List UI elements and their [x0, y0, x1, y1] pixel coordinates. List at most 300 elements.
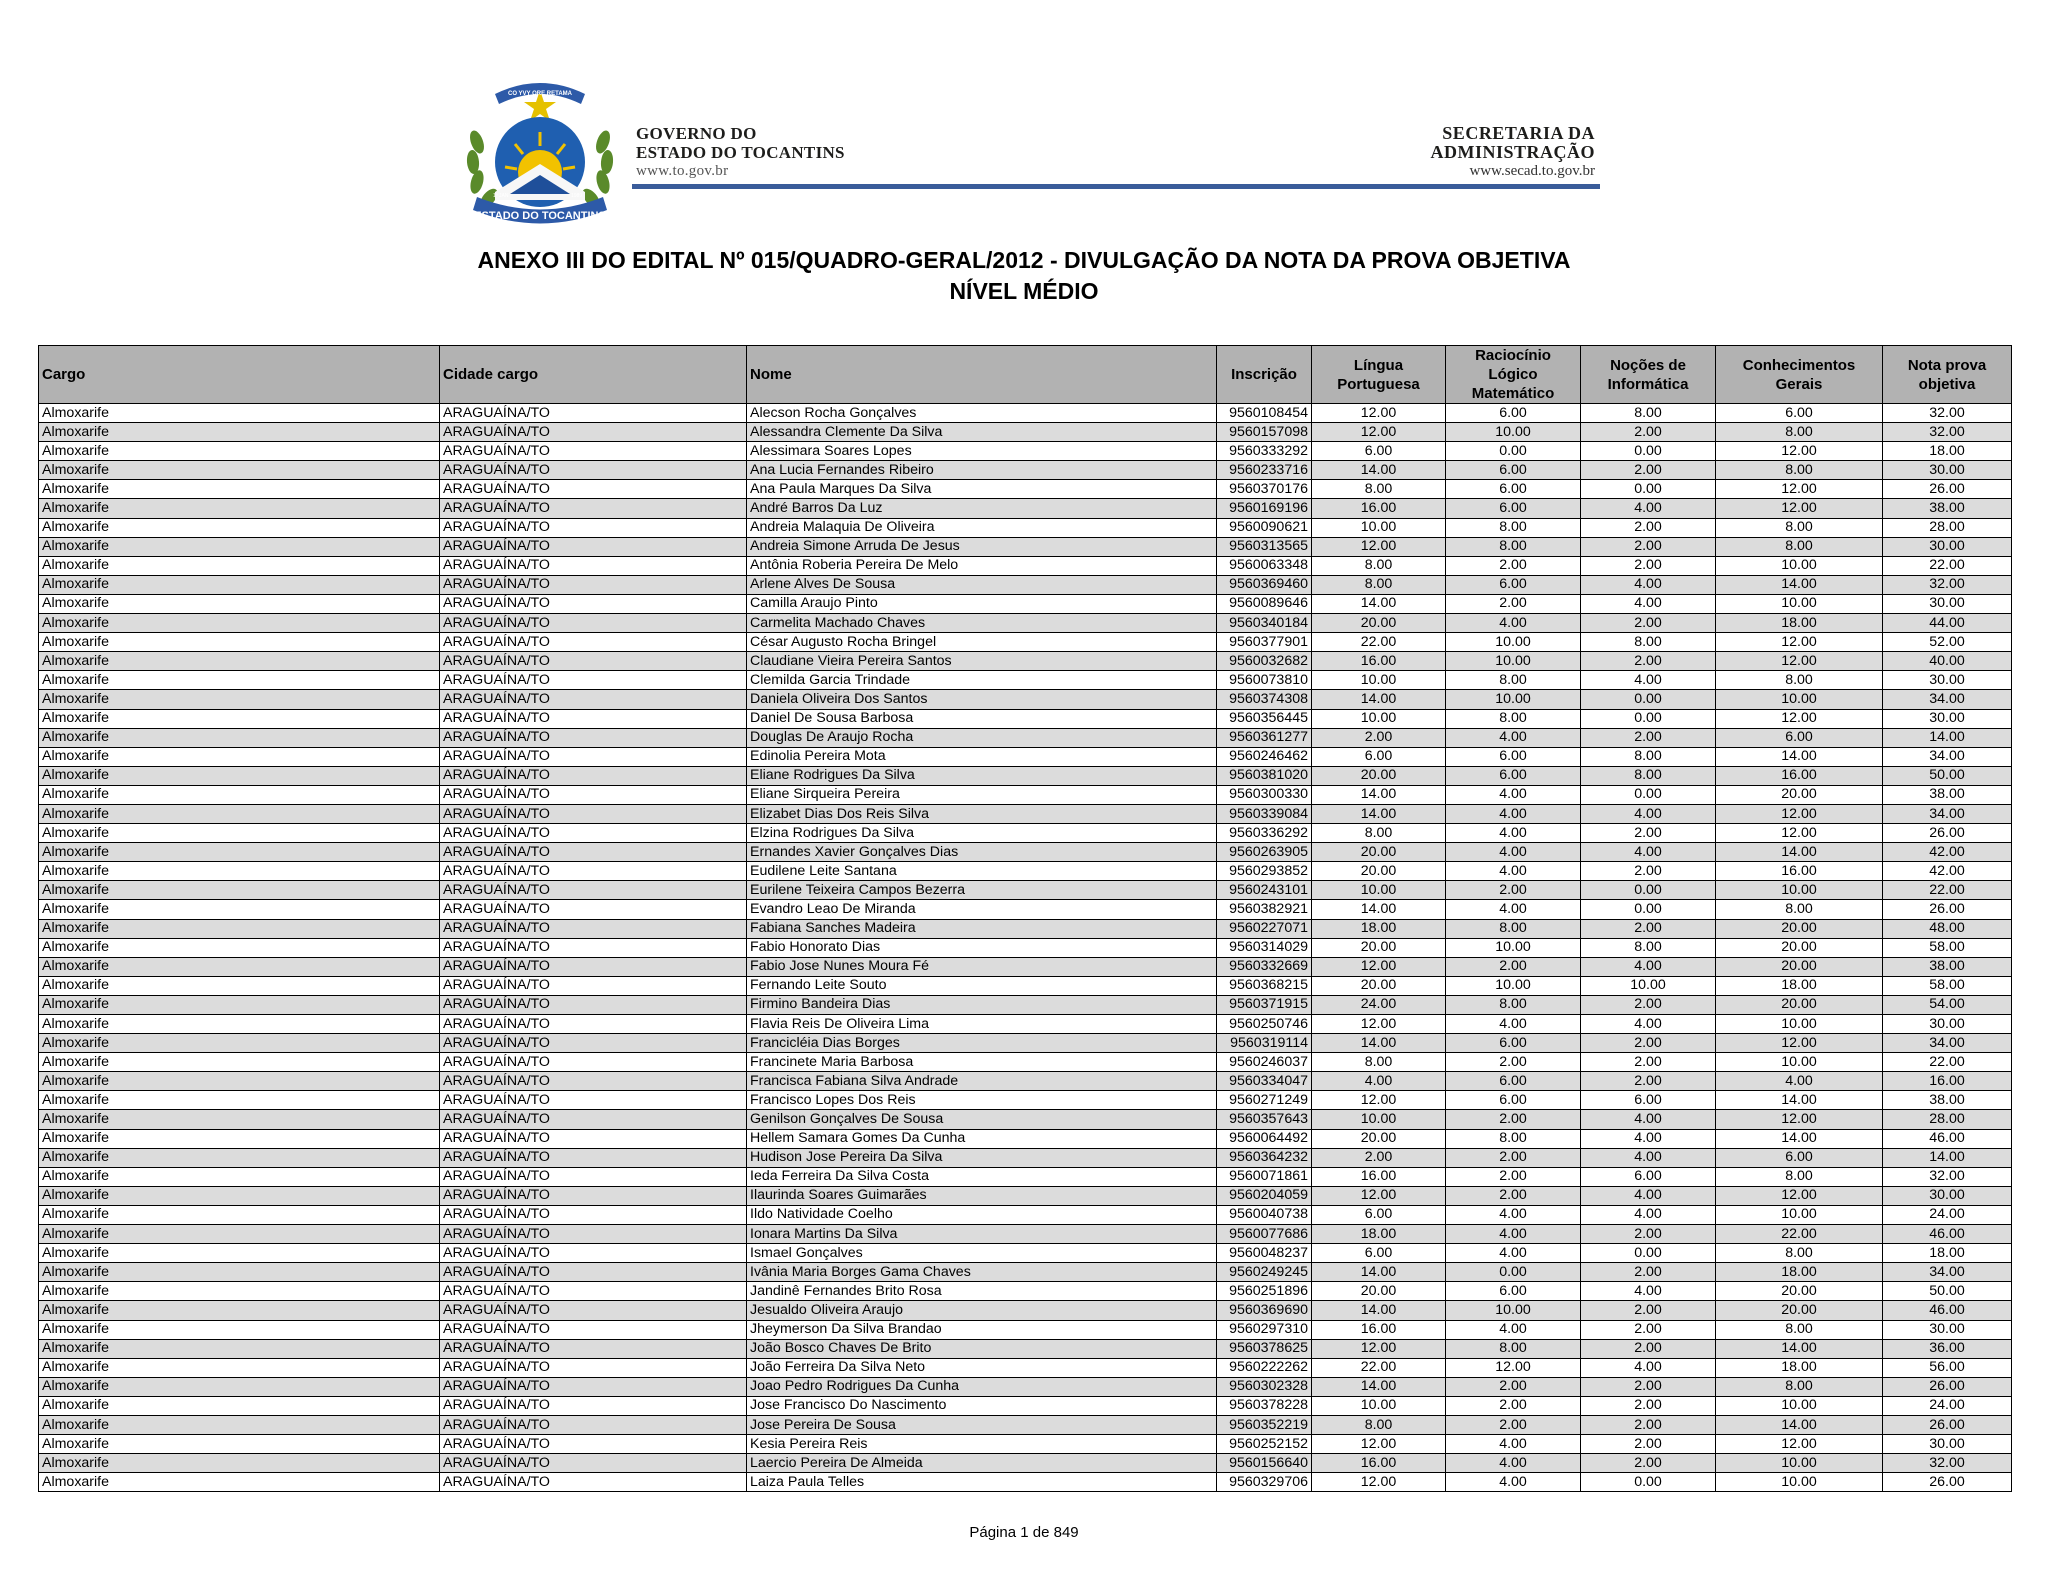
cell-lingua: 14.00 [1312, 1301, 1446, 1320]
cell-lingua: 12.00 [1312, 957, 1446, 976]
cell-inscricao: 9560378625 [1217, 1339, 1312, 1358]
cell-conhecimentos: 14.00 [1716, 575, 1883, 594]
tocantins-seal-logo [455, 72, 625, 232]
cell-cidade: ARAGUAÍNA/TO [440, 1015, 747, 1034]
cell-nome: Elizabet Dias Dos Reis Silva [747, 804, 1217, 823]
cell-cargo: Almoxarife [39, 423, 440, 442]
col-header-nota: Nota prova objetiva [1883, 346, 2012, 404]
cell-raciocinio: 0.00 [1446, 442, 1581, 461]
cell-conhecimentos: 8.00 [1716, 537, 1883, 556]
cell-conhecimentos: 8.00 [1716, 1167, 1883, 1186]
cell-conhecimentos: 14.00 [1716, 1091, 1883, 1110]
table-row [39, 518, 2012, 537]
cell-raciocinio: 4.00 [1446, 1320, 1581, 1339]
cell-raciocinio: 2.00 [1446, 881, 1581, 900]
cell-nota: 22.00 [1883, 556, 2012, 575]
cell-nome: Francicléia Dias Borges [747, 1034, 1217, 1053]
cell-raciocinio: 2.00 [1446, 1396, 1581, 1415]
seal-date-right: 1989 [571, 193, 583, 199]
cell-lingua: 10.00 [1312, 1110, 1446, 1129]
table-row [39, 652, 2012, 671]
cell-inscricao: 9560243101 [1217, 881, 1312, 900]
cell-cidade: ARAGUAÍNA/TO [440, 1358, 747, 1377]
cell-conhecimentos: 18.00 [1716, 1358, 1883, 1377]
cell-conhecimentos: 10.00 [1716, 594, 1883, 613]
cell-cargo: Almoxarife [39, 1339, 440, 1358]
cell-conhecimentos: 20.00 [1716, 785, 1883, 804]
cell-nota: 32.00 [1883, 1167, 2012, 1186]
cell-inscricao: 9560157098 [1217, 423, 1312, 442]
cell-conhecimentos: 12.00 [1716, 1186, 1883, 1205]
table-row [39, 1015, 2012, 1034]
table-row [39, 1186, 2012, 1205]
cell-raciocinio: 2.00 [1446, 594, 1581, 613]
cell-conhecimentos: 6.00 [1716, 404, 1883, 423]
cell-informatica: 10.00 [1581, 976, 1716, 995]
cell-cargo: Almoxarife [39, 766, 440, 785]
cell-nome: Eliane Rodrigues Da Silva [747, 766, 1217, 785]
cell-nome: Ismael Gonçalves [747, 1244, 1217, 1263]
cell-cargo: Almoxarife [39, 594, 440, 613]
cell-cargo: Almoxarife [39, 1263, 440, 1282]
cell-inscricao: 9560377901 [1217, 633, 1312, 652]
cell-conhecimentos: 20.00 [1716, 919, 1883, 938]
cell-conhecimentos: 20.00 [1716, 1301, 1883, 1320]
cell-inscricao: 9560032682 [1217, 652, 1312, 671]
cell-inscricao: 9560271249 [1217, 1091, 1312, 1110]
cell-nota: 34.00 [1883, 1263, 2012, 1282]
cell-inscricao: 9560063348 [1217, 556, 1312, 575]
cell-nome: Carmelita Machado Chaves [747, 614, 1217, 633]
cell-informatica: 2.00 [1581, 862, 1716, 881]
cell-inscricao: 9560246462 [1217, 747, 1312, 766]
cell-inscricao: 9560227071 [1217, 919, 1312, 938]
cell-nome: Fabio Jose Nunes Moura Fé [747, 957, 1217, 976]
cell-nota: 34.00 [1883, 804, 2012, 823]
cell-conhecimentos: 8.00 [1716, 1244, 1883, 1263]
cell-cidade: ARAGUAÍNA/TO [440, 976, 747, 995]
cell-cidade: ARAGUAÍNA/TO [440, 1301, 747, 1320]
cell-raciocinio: 12.00 [1446, 1358, 1581, 1377]
cell-cidade: ARAGUAÍNA/TO [440, 404, 747, 423]
cell-nome: Daniel De Sousa Barbosa [747, 709, 1217, 728]
cell-informatica: 8.00 [1581, 766, 1716, 785]
cell-informatica: 0.00 [1581, 881, 1716, 900]
cell-cargo: Almoxarife [39, 652, 440, 671]
cell-nota: 42.00 [1883, 843, 2012, 862]
cell-cargo: Almoxarife [39, 461, 440, 480]
cell-inscricao: 9560302328 [1217, 1377, 1312, 1396]
cell-cidade: ARAGUAÍNA/TO [440, 900, 747, 919]
cell-inscricao: 9560073810 [1217, 671, 1312, 690]
table-row [39, 1435, 2012, 1454]
cell-inscricao: 9560297310 [1217, 1320, 1312, 1339]
cell-cargo: Almoxarife [39, 575, 440, 594]
cell-nota: 28.00 [1883, 1110, 2012, 1129]
cell-cargo: Almoxarife [39, 1129, 440, 1148]
cell-lingua: 20.00 [1312, 976, 1446, 995]
cell-nome: Hellem Samara Gomes Da Cunha [747, 1129, 1217, 1148]
cell-cargo: Almoxarife [39, 1396, 440, 1415]
document-header [455, 72, 1600, 232]
cell-conhecimentos: 12.00 [1716, 709, 1883, 728]
cell-cidade: ARAGUAÍNA/TO [440, 824, 747, 843]
cell-conhecimentos: 12.00 [1716, 1110, 1883, 1129]
table-row [39, 1244, 2012, 1263]
cell-raciocinio: 2.00 [1446, 1167, 1581, 1186]
cell-nome: Firmino Bandeira Dias [747, 995, 1217, 1014]
cell-cargo: Almoxarife [39, 1034, 440, 1053]
col-header-cidade: Cidade cargo [440, 346, 747, 404]
cell-cidade: ARAGUAÍNA/TO [440, 957, 747, 976]
cell-nota: 46.00 [1883, 1301, 2012, 1320]
gov-line-2: ESTADO DO TOCANTINS [636, 143, 845, 162]
cell-nome: Ieda Ferreira Da Silva Costa [747, 1167, 1217, 1186]
cell-cidade: ARAGUAÍNA/TO [440, 785, 747, 804]
cell-inscricao: 9560077686 [1217, 1225, 1312, 1244]
cell-nome: Clemilda Garcia Trindade [747, 671, 1217, 690]
cell-nota: 42.00 [1883, 862, 2012, 881]
table-row [39, 594, 2012, 613]
cell-conhecimentos: 20.00 [1716, 957, 1883, 976]
cell-cargo: Almoxarife [39, 804, 440, 823]
table-row [39, 785, 2012, 804]
cell-conhecimentos: 8.00 [1716, 423, 1883, 442]
table-row [39, 1377, 2012, 1396]
cell-conhecimentos: 8.00 [1716, 900, 1883, 919]
cell-raciocinio: 6.00 [1446, 1091, 1581, 1110]
cell-nome: Jandinê Fernandes Brito Rosa [747, 1282, 1217, 1301]
cell-nome: Genilson Gonçalves De Sousa [747, 1110, 1217, 1129]
governo-block [636, 124, 845, 181]
sec-line-2: ADMINISTRAÇÃO [1430, 142, 1595, 162]
cell-nota: 26.00 [1883, 824, 2012, 843]
cell-nota: 56.00 [1883, 1358, 2012, 1377]
cell-nome: Alessimara Soares Lopes [747, 442, 1217, 461]
cell-lingua: 12.00 [1312, 1186, 1446, 1205]
cell-raciocinio: 4.00 [1446, 824, 1581, 843]
cell-cargo: Almoxarife [39, 1435, 440, 1454]
cell-inscricao: 9560369460 [1217, 575, 1312, 594]
cell-lingua: 8.00 [1312, 480, 1446, 499]
cell-cidade: ARAGUAÍNA/TO [440, 747, 747, 766]
cell-cargo: Almoxarife [39, 843, 440, 862]
cell-cargo: Almoxarife [39, 1167, 440, 1186]
cell-inscricao: 9560251896 [1217, 1282, 1312, 1301]
cell-conhecimentos: 4.00 [1716, 1072, 1883, 1091]
cell-inscricao: 9560064492 [1217, 1129, 1312, 1148]
cell-informatica: 2.00 [1581, 1072, 1716, 1091]
cell-nome: Jheymerson Da Silva Brandao [747, 1320, 1217, 1339]
cell-cidade: ARAGUAÍNA/TO [440, 671, 747, 690]
cell-lingua: 12.00 [1312, 1435, 1446, 1454]
cell-conhecimentos: 10.00 [1716, 1015, 1883, 1034]
cell-cargo: Almoxarife [39, 442, 440, 461]
table-row [39, 1301, 2012, 1320]
table-row [39, 824, 2012, 843]
table-row [39, 862, 2012, 881]
cell-conhecimentos: 10.00 [1716, 881, 1883, 900]
cell-conhecimentos: 18.00 [1716, 614, 1883, 633]
cell-nota: 26.00 [1883, 1377, 2012, 1396]
cell-inscricao: 9560368215 [1217, 976, 1312, 995]
cell-lingua: 14.00 [1312, 1263, 1446, 1282]
cell-informatica: 2.00 [1581, 1301, 1716, 1320]
cell-raciocinio: 4.00 [1446, 843, 1581, 862]
cell-informatica: 2.00 [1581, 1053, 1716, 1072]
col-header-inscricao: Inscrição [1217, 346, 1312, 404]
cell-lingua: 16.00 [1312, 1167, 1446, 1186]
cell-nota: 46.00 [1883, 1129, 2012, 1148]
cell-nome: César Augusto Rocha Bringel [747, 633, 1217, 652]
table-row [39, 1454, 2012, 1473]
cell-cargo: Almoxarife [39, 1205, 440, 1224]
cell-conhecimentos: 20.00 [1716, 938, 1883, 957]
cell-raciocinio: 8.00 [1446, 919, 1581, 938]
page-number: Página 1 de 849 [969, 1524, 1079, 1541]
cell-lingua: 4.00 [1312, 1072, 1446, 1091]
cell-inscricao: 9560089646 [1217, 594, 1312, 613]
cell-lingua: 18.00 [1312, 1225, 1446, 1244]
cell-raciocinio: 10.00 [1446, 1301, 1581, 1320]
table-row [39, 1053, 2012, 1072]
cell-nota: 26.00 [1883, 480, 2012, 499]
seal-date-left: 1º JAN [493, 193, 509, 199]
cell-cargo: Almoxarife [39, 709, 440, 728]
cell-informatica: 0.00 [1581, 442, 1716, 461]
cell-informatica: 2.00 [1581, 556, 1716, 575]
table-row [39, 671, 2012, 690]
cell-informatica: 0.00 [1581, 709, 1716, 728]
cell-nota: 32.00 [1883, 575, 2012, 594]
table-row [39, 556, 2012, 575]
cell-raciocinio: 4.00 [1446, 900, 1581, 919]
cell-inscricao: 9560371915 [1217, 995, 1312, 1014]
cell-informatica: 4.00 [1581, 1358, 1716, 1377]
cell-inscricao: 9560378228 [1217, 1396, 1312, 1415]
cell-lingua: 20.00 [1312, 1282, 1446, 1301]
table-row [39, 1263, 2012, 1282]
cell-lingua: 20.00 [1312, 1129, 1446, 1148]
cell-nota: 18.00 [1883, 442, 2012, 461]
cell-nome: Jose Francisco Do Nascimento [747, 1396, 1217, 1415]
cell-lingua: 6.00 [1312, 442, 1446, 461]
cell-raciocinio: 2.00 [1446, 1053, 1581, 1072]
col-header-raciocinio: Raciocínio Lógico Matemático [1446, 346, 1581, 404]
cell-lingua: 20.00 [1312, 862, 1446, 881]
cell-cidade: ARAGUAÍNA/TO [440, 1129, 747, 1148]
col-header-cargo: Cargo [39, 346, 440, 404]
cell-conhecimentos: 12.00 [1716, 480, 1883, 499]
gov-line-1: GOVERNO DO [636, 124, 757, 143]
cell-nota: 30.00 [1883, 1186, 2012, 1205]
cell-raciocinio: 4.00 [1446, 1244, 1581, 1263]
cell-cargo: Almoxarife [39, 1454, 440, 1473]
cell-cargo: Almoxarife [39, 1244, 440, 1263]
table-row [39, 1148, 2012, 1167]
cell-informatica: 2.00 [1581, 1034, 1716, 1053]
cell-raciocinio: 8.00 [1446, 1339, 1581, 1358]
cell-nota: 50.00 [1883, 1282, 2012, 1301]
cell-informatica: 4.00 [1581, 1015, 1716, 1034]
cell-cargo: Almoxarife [39, 1282, 440, 1301]
cell-inscricao: 9560313565 [1217, 537, 1312, 556]
results-table [38, 345, 2012, 1492]
col-header-lingua: Língua Portuguesa [1312, 346, 1446, 404]
cell-lingua: 16.00 [1312, 1454, 1446, 1473]
cell-cidade: ARAGUAÍNA/TO [440, 1244, 747, 1263]
table-row [39, 1415, 2012, 1434]
cell-inscricao: 9560369690 [1217, 1301, 1312, 1320]
cell-inscricao: 9560156640 [1217, 1454, 1312, 1473]
table-row [39, 1034, 2012, 1053]
cell-conhecimentos: 12.00 [1716, 824, 1883, 843]
cell-raciocinio: 2.00 [1446, 1186, 1581, 1205]
cell-raciocinio: 6.00 [1446, 1282, 1581, 1301]
table-row [39, 957, 2012, 976]
cell-cidade: ARAGUAÍNA/TO [440, 442, 747, 461]
cell-informatica: 2.00 [1581, 1263, 1716, 1282]
document-subtitle: NÍVEL MÉDIO [949, 278, 1099, 304]
cell-cidade: ARAGUAÍNA/TO [440, 537, 747, 556]
cell-cargo: Almoxarife [39, 1225, 440, 1244]
cell-raciocinio: 4.00 [1446, 804, 1581, 823]
cell-raciocinio: 4.00 [1446, 614, 1581, 633]
cell-cidade: ARAGUAÍNA/TO [440, 1091, 747, 1110]
cell-informatica: 4.00 [1581, 1282, 1716, 1301]
cell-informatica: 4.00 [1581, 957, 1716, 976]
cell-inscricao: 9560263905 [1217, 843, 1312, 862]
table-row [39, 423, 2012, 442]
cell-cargo: Almoxarife [39, 1091, 440, 1110]
cell-conhecimentos: 8.00 [1716, 1377, 1883, 1396]
cell-nota: 16.00 [1883, 1072, 2012, 1091]
cell-raciocinio: 4.00 [1446, 1454, 1581, 1473]
cell-nota: 32.00 [1883, 423, 2012, 442]
cell-nota: 22.00 [1883, 1053, 2012, 1072]
cell-cargo: Almoxarife [39, 1072, 440, 1091]
cell-conhecimentos: 8.00 [1716, 671, 1883, 690]
cell-raciocinio: 2.00 [1446, 1415, 1581, 1434]
cell-inscricao: 9560319114 [1217, 1034, 1312, 1053]
cell-cidade: ARAGUAÍNA/TO [440, 862, 747, 881]
cell-informatica: 0.00 [1581, 480, 1716, 499]
cell-nome: Ana Lucia Fernandes Ribeiro [747, 461, 1217, 480]
cell-nome: Jesualdo Oliveira Araujo [747, 1301, 1217, 1320]
table-row [39, 1225, 2012, 1244]
cell-inscricao: 9560336292 [1217, 824, 1312, 843]
cell-raciocinio: 8.00 [1446, 709, 1581, 728]
table-row [39, 766, 2012, 785]
cell-cidade: ARAGUAÍNA/TO [440, 995, 747, 1014]
table-row [39, 709, 2012, 728]
cell-conhecimentos: 10.00 [1716, 1205, 1883, 1224]
cell-raciocinio: 2.00 [1446, 1377, 1581, 1396]
cell-conhecimentos: 16.00 [1716, 862, 1883, 881]
cell-cargo: Almoxarife [39, 1053, 440, 1072]
cell-lingua: 10.00 [1312, 1396, 1446, 1415]
cell-inscricao: 9560334047 [1217, 1072, 1312, 1091]
cell-nota: 30.00 [1883, 1435, 2012, 1454]
cell-nome: Ilaurinda Soares Guimarães [747, 1186, 1217, 1205]
cell-cidade: ARAGUAÍNA/TO [440, 614, 747, 633]
cell-nota: 24.00 [1883, 1396, 2012, 1415]
table-row [39, 938, 2012, 957]
cell-raciocinio: 10.00 [1446, 938, 1581, 957]
cell-nome: Fernando Leite Souto [747, 976, 1217, 995]
cell-informatica: 2.00 [1581, 652, 1716, 671]
cell-conhecimentos: 18.00 [1716, 976, 1883, 995]
cell-nome: Laiza Paula Telles [747, 1473, 1217, 1492]
cell-inscricao: 9560040738 [1217, 1205, 1312, 1224]
table-row [39, 804, 2012, 823]
cell-lingua: 2.00 [1312, 728, 1446, 747]
table-header-row [39, 346, 2012, 404]
cell-cidade: ARAGUAÍNA/TO [440, 499, 747, 518]
cell-cargo: Almoxarife [39, 747, 440, 766]
cell-nota: 32.00 [1883, 1454, 2012, 1473]
cell-cidade: ARAGUAÍNA/TO [440, 556, 747, 575]
gov-url: www.to.gov.br [636, 163, 729, 179]
cell-nome: Claudiane Vieira Pereira Santos [747, 652, 1217, 671]
cell-lingua: 8.00 [1312, 1415, 1446, 1434]
cell-lingua: 20.00 [1312, 938, 1446, 957]
header-divider [632, 184, 1600, 189]
cell-cidade: ARAGUAÍNA/TO [440, 1148, 747, 1167]
cell-nota: 18.00 [1883, 1244, 2012, 1263]
cell-conhecimentos: 14.00 [1716, 1339, 1883, 1358]
cell-lingua: 16.00 [1312, 499, 1446, 518]
cell-nota: 58.00 [1883, 976, 2012, 995]
cell-cargo: Almoxarife [39, 633, 440, 652]
cell-informatica: 2.00 [1581, 1454, 1716, 1473]
cell-conhecimentos: 8.00 [1716, 1320, 1883, 1339]
cell-nota: 52.00 [1883, 633, 2012, 652]
cell-conhecimentos: 22.00 [1716, 1225, 1883, 1244]
cell-inscricao: 9560222262 [1217, 1358, 1312, 1377]
cell-cargo: Almoxarife [39, 480, 440, 499]
cell-raciocinio: 10.00 [1446, 690, 1581, 709]
cell-inscricao: 9560071861 [1217, 1167, 1312, 1186]
cell-cargo: Almoxarife [39, 938, 440, 957]
cell-inscricao: 9560370176 [1217, 480, 1312, 499]
cell-raciocinio: 10.00 [1446, 652, 1581, 671]
cell-nota: 30.00 [1883, 709, 2012, 728]
cell-nome: Joao Pedro Rodrigues Da Cunha [747, 1377, 1217, 1396]
table-row [39, 404, 2012, 423]
cell-nome: Kesia Pereira Reis [747, 1435, 1217, 1454]
cell-lingua: 10.00 [1312, 709, 1446, 728]
cell-inscricao: 9560333292 [1217, 442, 1312, 461]
cell-nome: Eudilene Leite Santana [747, 862, 1217, 881]
cell-nota: 38.00 [1883, 957, 2012, 976]
cell-conhecimentos: 6.00 [1716, 1148, 1883, 1167]
cell-nota: 30.00 [1883, 1320, 2012, 1339]
cell-informatica: 0.00 [1581, 1473, 1716, 1492]
cell-cargo: Almoxarife [39, 1148, 440, 1167]
cell-raciocinio: 8.00 [1446, 995, 1581, 1014]
cell-lingua: 14.00 [1312, 1377, 1446, 1396]
cell-informatica: 4.00 [1581, 1129, 1716, 1148]
cell-raciocinio: 6.00 [1446, 461, 1581, 480]
cell-nota: 14.00 [1883, 728, 2012, 747]
cell-cidade: ARAGUAÍNA/TO [440, 1396, 747, 1415]
table-row [39, 1320, 2012, 1339]
cell-nota: 32.00 [1883, 404, 2012, 423]
cell-nota: 38.00 [1883, 499, 2012, 518]
cell-nota: 30.00 [1883, 1015, 2012, 1034]
cell-lingua: 8.00 [1312, 1053, 1446, 1072]
